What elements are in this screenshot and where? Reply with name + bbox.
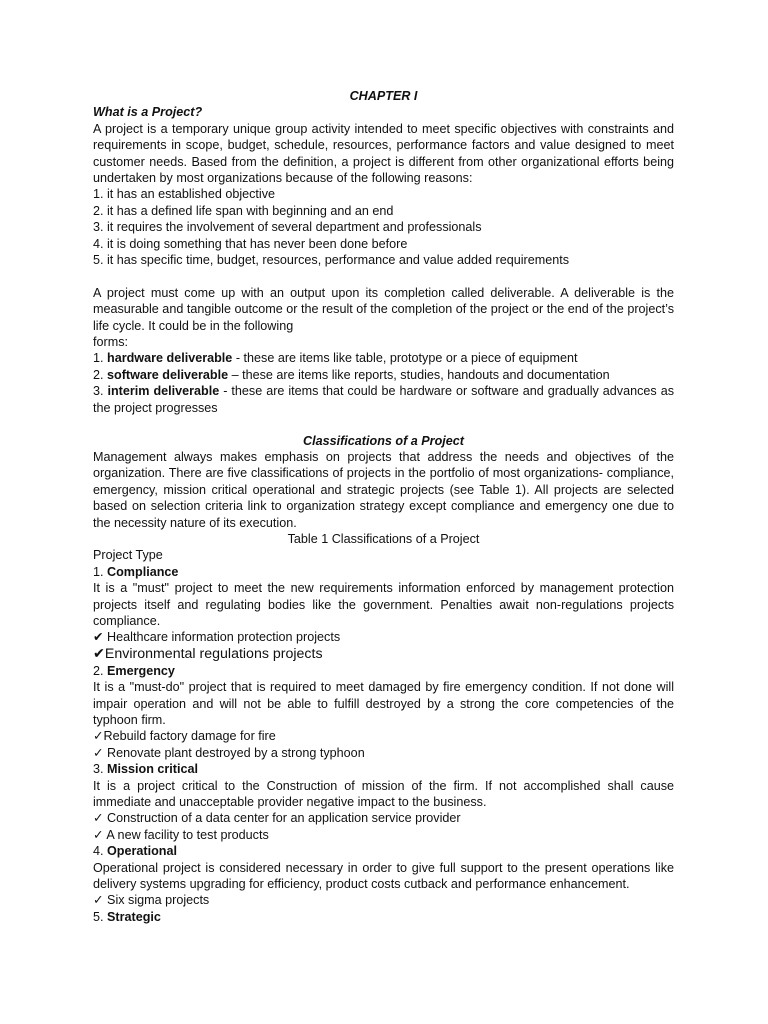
deliverable-item: 1. hardware deliverable - these are items like table, prototype or a piece of equipment xyxy=(93,351,578,366)
deliverable-term: interim deliverable xyxy=(107,384,220,399)
section-heading-classifications: Classifications of a Project xyxy=(303,433,464,448)
example-item: ✔ Healthcare information protection projects xyxy=(93,630,341,645)
example-item: ✓ Renovate plant destroyed by a strong typhoon xyxy=(93,745,365,760)
spacer xyxy=(93,268,674,284)
spacer xyxy=(93,416,674,432)
classifications-paragraph: Management always makes emphasis on projects that address the needs and objectives of the organization. There are five classifications of projects in the portfolio of most organizations- compliance, emergency, mission critical operational and strategic projects (see Table 1). All projects are selected based on selection criteria link to organization strategy except compliance and emergency one due to the necessity nature of its execution. xyxy=(93,449,674,530)
project-type-description: It is a project critical to the Construction of mission of the firm. If not accomplished shall cause immediate and unacceptable provider negative impact to the business. xyxy=(93,778,674,810)
deliverable-item: 3. interim deliverable - these are items that could be hardware or software and gradually advances as the project progresses xyxy=(93,384,674,415)
example-item: ✓ A new facility to test products xyxy=(93,827,269,842)
example-item: ✔Environmental regulations projects xyxy=(93,645,323,662)
deliverable-term: software deliverable xyxy=(107,367,229,382)
project-type-heading: 4. Operational xyxy=(93,844,177,859)
deliverable-paragraph: A project must come up with an output upon its completion called deliverable. A deliverable is the measurable and tangible outcome or the result of the completion of the project or the end of the project’s life cycle. It could be in the following xyxy=(93,285,674,333)
reason-item: 4. it is doing something that has never been done before xyxy=(93,236,408,251)
deliverable-item: 2. software deliverable – these are items like reports, studies, handouts and documentation xyxy=(93,367,610,382)
reason-item: 1. it has an established objective xyxy=(93,187,276,202)
section-heading-what-is-project: What is a Project? xyxy=(93,105,203,120)
project-type-description: It is a "must-do" project that is required to meet damaged by fire emergency condition. If not done will impair operation and will not be able to fulfill destroyed by a strong the core competencies of the typhoon firm. xyxy=(93,680,674,727)
document-content xyxy=(93,88,674,925)
reason-item: 3. it requires the involvement of several department and professionals xyxy=(93,220,482,235)
project-type-heading: 1. Compliance xyxy=(93,564,179,579)
example-item: ✓Rebuild factory damage for fire xyxy=(93,729,276,744)
project-type-description: It is a "must" project to meet the new requirements information enforced by management protection projects itself and regulating bodies like the government. Penalties await non-regulations projects compliance. xyxy=(93,581,674,628)
table-caption: Table 1 Classifications of a Project xyxy=(287,531,480,546)
project-type-heading: 3. Mission critical xyxy=(93,762,199,777)
project-definition-paragraph: A project is a temporary unique group activity intended to meet specific objectives with constraints and requirements in scope, budget, schedule, resources, performance factors and value designed to meet customer needs. Based from the definition, a project is different from other organizational efforts being undertaken by most organizations because of the following reasons: xyxy=(93,121,674,186)
reason-item: 5. it has specific time, budget, resources, performance and value added requirements xyxy=(93,253,570,268)
reason-item: 2. it has a defined life span with beginning and an end xyxy=(93,203,394,218)
example-item: ✓ Six sigma projects xyxy=(93,893,210,908)
project-type-label: Project Type xyxy=(93,548,163,563)
forms-label: forms: xyxy=(93,335,128,350)
deliverable-term: hardware deliverable xyxy=(107,351,233,366)
project-type-heading: 5. Strategic xyxy=(93,909,161,924)
example-item: ✓ Construction of a data center for an application service provider xyxy=(93,811,461,826)
project-type-description: Operational project is considered necessary in order to give full support to the present operations like delivery systems upgrading for efficiency, product costs cutback and performance enhancement. xyxy=(93,860,674,892)
chapter-title: CHAPTER I xyxy=(349,89,418,103)
project-type-heading: 2. Emergency xyxy=(93,663,175,678)
